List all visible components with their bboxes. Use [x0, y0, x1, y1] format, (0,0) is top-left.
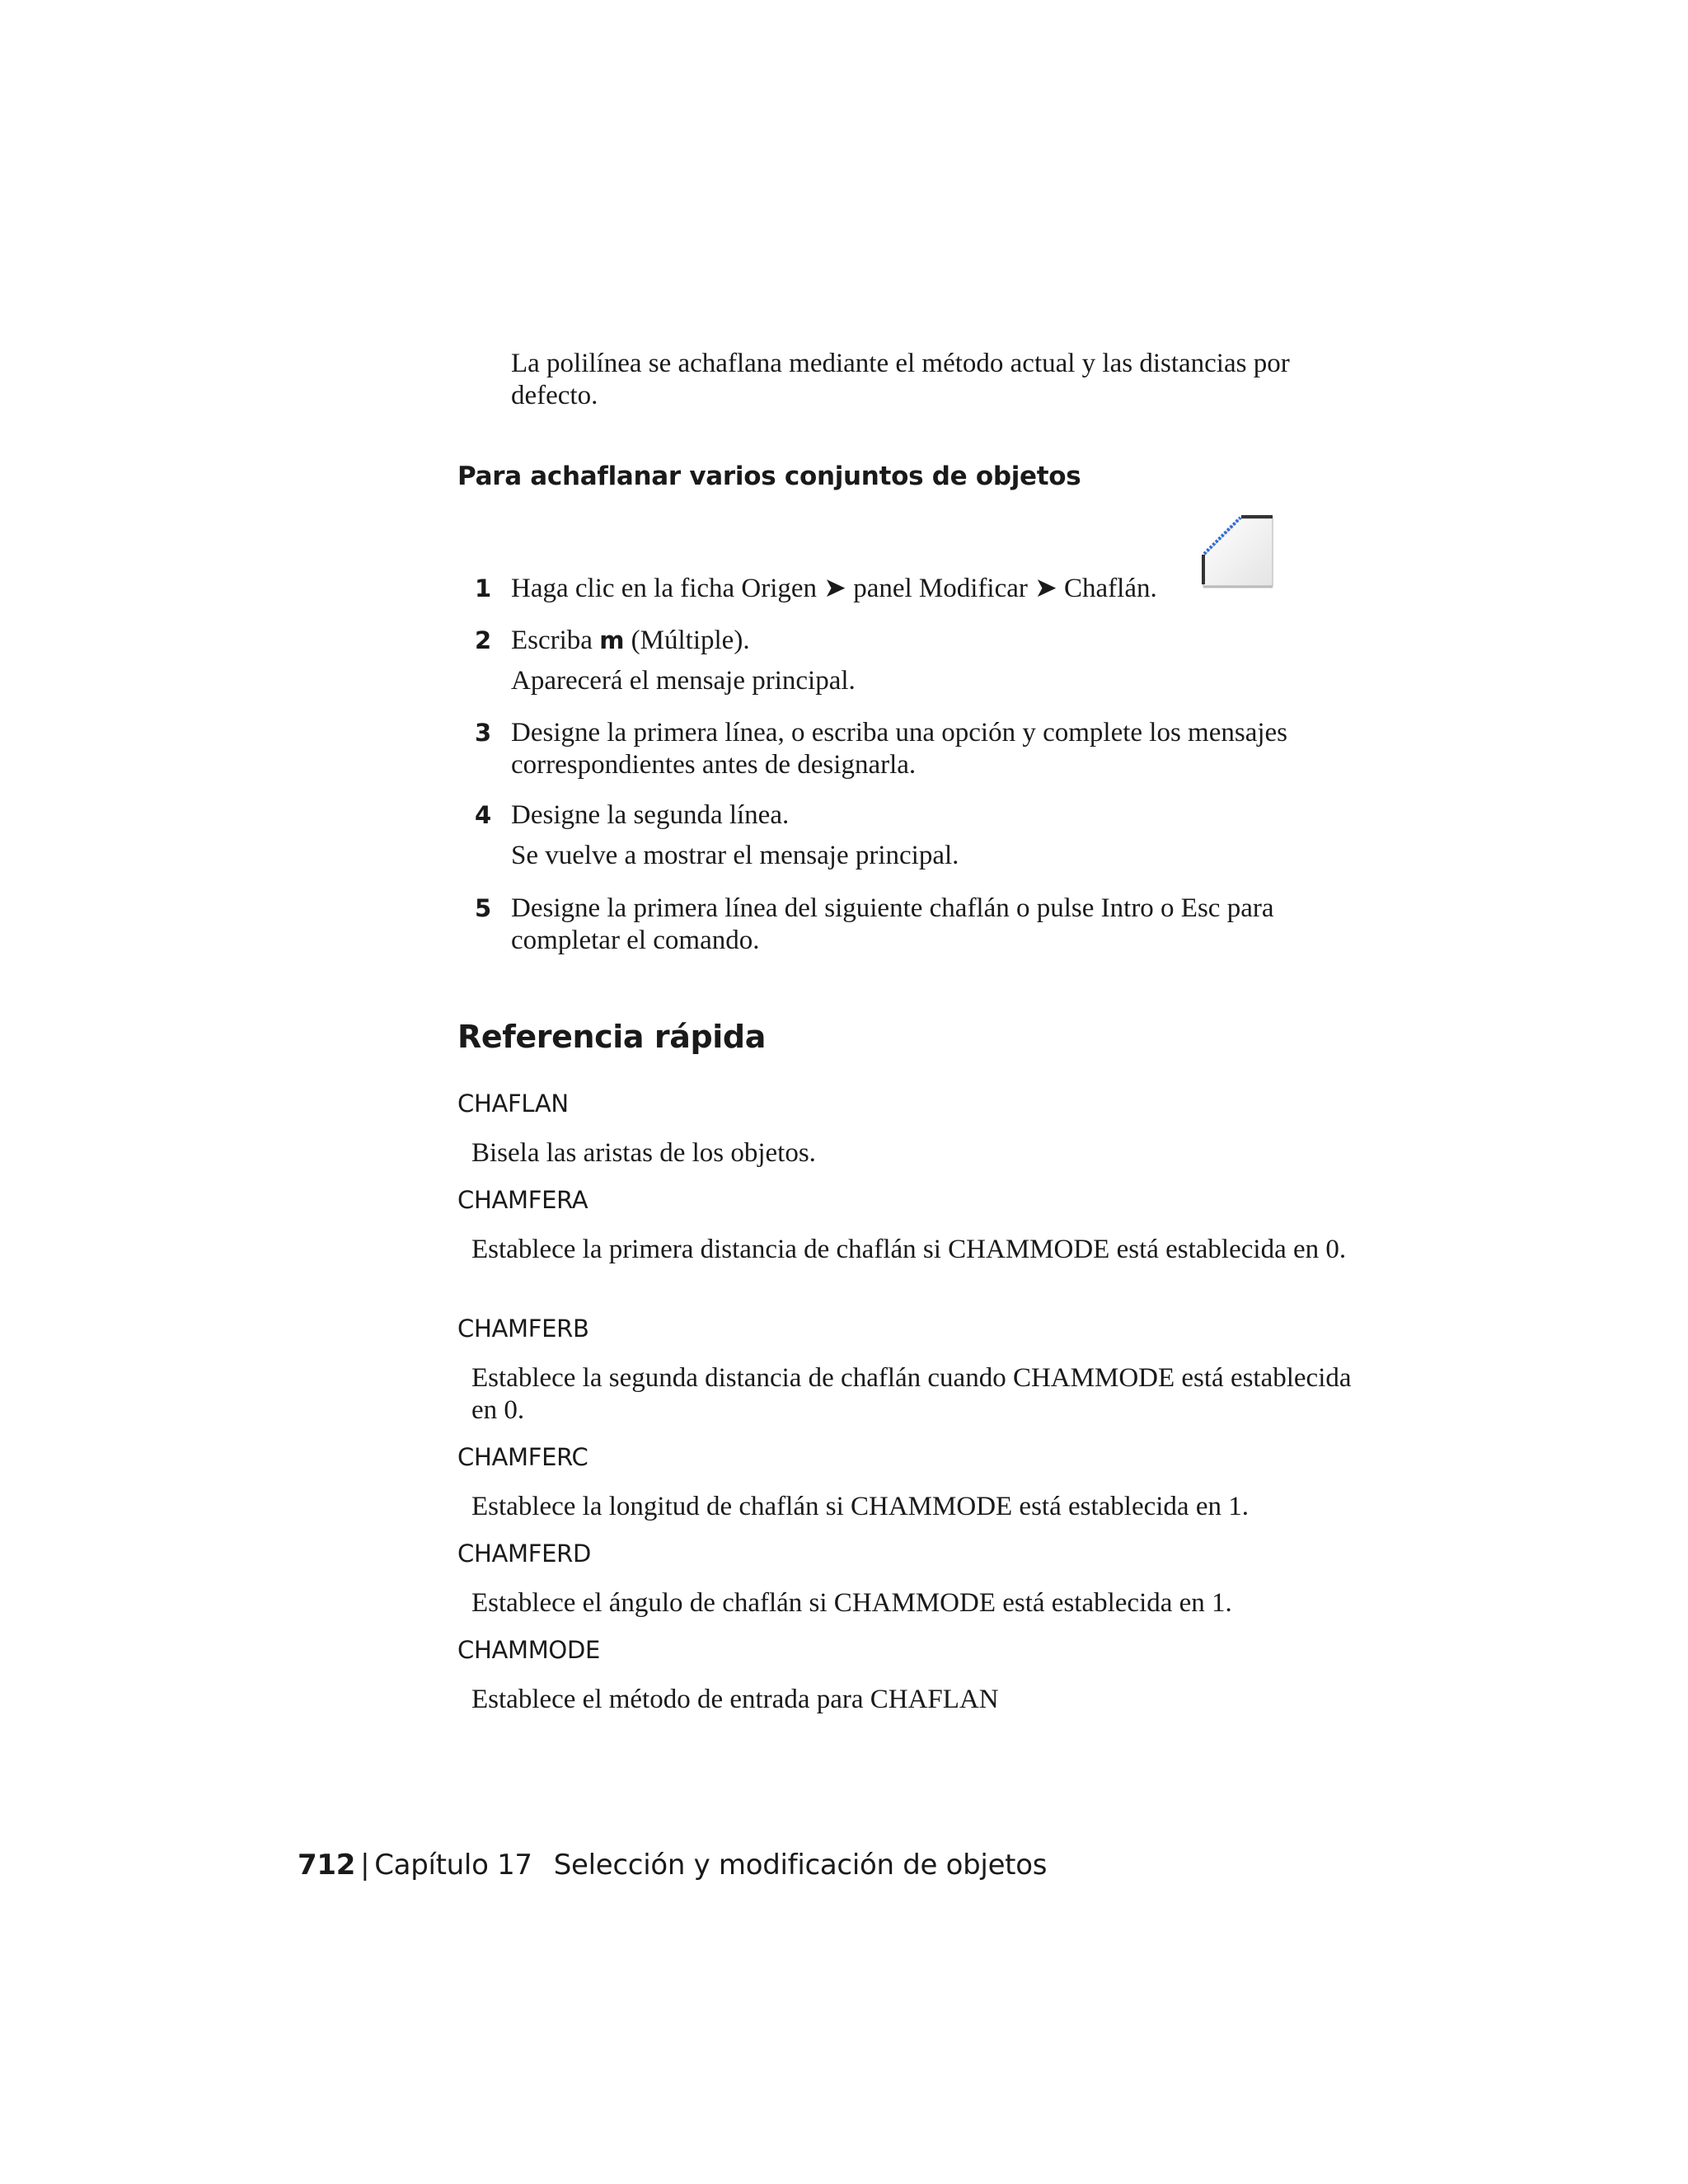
step-2 — [457, 625, 1356, 697]
reference-command: CHAMFERA — [457, 1186, 588, 1214]
footer-separator: | — [360, 1849, 370, 1882]
step-text-part: Escriba — [511, 626, 600, 655]
reference-description: Establece el ángulo de chaflán si CHAMMODE está establecida en 1. — [471, 1588, 1232, 1618]
step-4 — [457, 799, 1356, 872]
step-number: 3 — [475, 719, 492, 747]
step-3 — [457, 717, 1356, 781]
reference-description: Establece la longitud de chaflán si CHAMMODE está establecida en 1. — [471, 1492, 1249, 1521]
reference-description: Establece la primera distancia de chaflán si CHAMMODE está establecida en 0. — [471, 1235, 1347, 1264]
intro-paragraph: La polilínea se achaflana mediante el método actual y las distancias por defecto. — [511, 349, 1290, 410]
step-number: 5 — [475, 894, 492, 922]
page-number: 712 — [298, 1849, 356, 1882]
page-footer — [298, 1849, 1047, 1882]
reference-description: Establece la segunda distancia de chaflán cuando CHAMMODE está establecida en 0. — [471, 1363, 1352, 1425]
reference-command: CHAMFERC — [457, 1443, 588, 1471]
step-number: 1 — [475, 574, 492, 602]
section-heading: Para achaflanar varios conjuntos de objetos — [457, 462, 1081, 491]
reference-command: CHAFLAN — [457, 1090, 569, 1118]
step-result: Se vuelve a mostrar el mensaje principal. — [511, 841, 959, 870]
step-5 — [457, 893, 1356, 957]
step-text: Haga clic en la ficha Origen ➤ panel Modificar ➤ Chaflán. — [511, 574, 1157, 603]
reference-command: CHAMFERD — [457, 1540, 591, 1568]
reference-command: CHAMFERB — [457, 1315, 589, 1343]
command-key: m — [599, 626, 625, 654]
chapter-title: Selección y modificación de objetos — [553, 1849, 1048, 1882]
step-number: 2 — [475, 626, 492, 654]
reference-description: Establece el método de entrada para CHAFLAN — [471, 1685, 999, 1714]
reference-description: Bisela las aristas de los objetos. — [471, 1138, 816, 1168]
step-text: Designe la primera línea del siguiente chaflán o pulse Intro o Esc para completar el comando. — [511, 893, 1274, 955]
step-text: Designe la segunda línea. — [511, 800, 790, 830]
step-text-part: (Múltiple). — [624, 626, 750, 655]
step-result: Aparecerá el mensaje principal. — [511, 666, 856, 696]
step-text — [511, 625, 1356, 657]
chapter-label: Capítulo 17 — [374, 1849, 532, 1882]
chamfer-icon — [1198, 512, 1278, 591]
step-number: 4 — [475, 801, 492, 829]
step-text: Designe la primera línea, o escriba una opción y complete los mensajes correspondientes antes de designarla. — [511, 718, 1288, 780]
reference-command: CHAMMODE — [457, 1636, 601, 1664]
reference-heading: Referencia rápida — [457, 1019, 766, 1055]
